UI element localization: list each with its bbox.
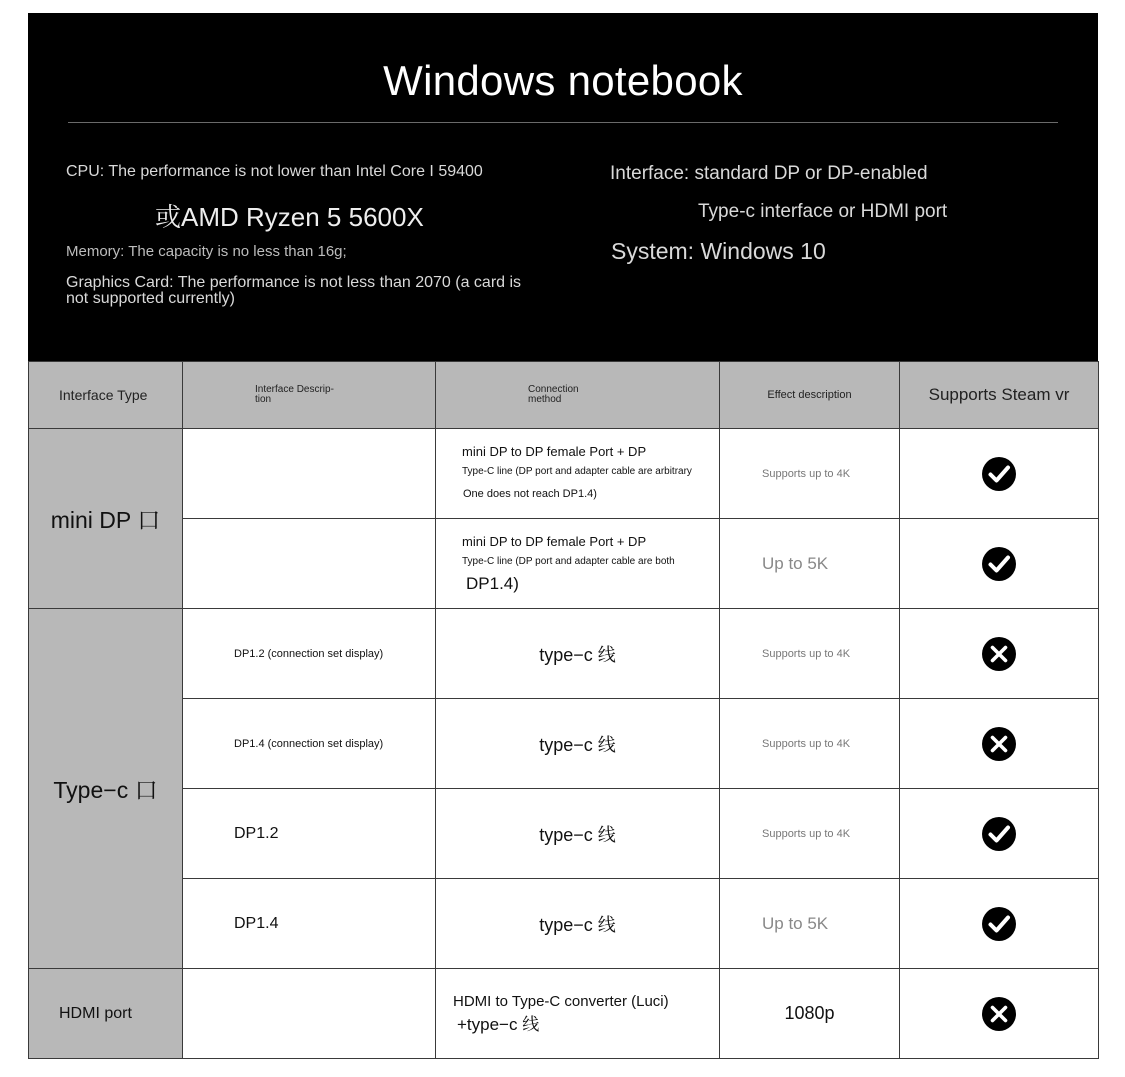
x-circle-icon [981,726,1017,762]
check-circle-icon [981,816,1017,852]
row-connection [436,969,720,1059]
cpu-alternative: 或AMD Ryzen 5 5600X [155,202,424,232]
group-type-c: Type−c 口 [29,609,183,969]
row-description: DP1.4 (connection set display) [183,699,436,789]
check-circle-icon [981,906,1017,942]
table-row [29,429,1099,519]
row-connection [436,429,720,519]
x-circle-icon [981,996,1017,1032]
interface-table [28,361,1099,1059]
table-row [29,789,1099,879]
row-description [183,519,436,609]
column-header-connection-line2: method [528,394,562,405]
row-effect: Supports up to 4K [720,429,900,519]
row-connection-line1: mini DP to DP female Port + DP [462,443,647,459]
row-connection [436,519,720,609]
row-steam-vr [900,519,1099,609]
row-connection-line3: DP1.4) [466,573,519,593]
check-circle-icon [981,456,1017,492]
column-header-effect: Effect description [720,362,900,429]
column-header-description-line2: tion [255,394,272,405]
row-connection: type−c 线 [436,879,720,969]
row-description [183,429,436,519]
row-effect: 1080p [720,969,900,1059]
row-effect: Supports up to 4K [720,789,900,879]
table-row [29,969,1099,1059]
group-mini-dp: mini DP 口 [29,429,183,609]
column-header-connection-line1: Connection [528,384,579,395]
system-requirement: System: Windows 10 [611,238,826,264]
column-header-description [183,362,436,429]
row-steam-vr [900,969,1099,1059]
table-row [29,879,1099,969]
group-hdmi: HDMI port [29,969,183,1059]
row-connection-line1: mini DP to DP female Port + DP [462,533,647,549]
cpu-requirement: CPU: The performance is not lower than Intel Core I 59400 [66,163,483,180]
row-effect: Up to 5K [720,879,900,969]
row-description: DP1.2 [183,789,436,879]
row-description: DP1.4 [183,879,436,969]
check-circle-icon [981,546,1017,582]
row-connection-line2: +type−c 线 [457,1014,540,1034]
column-header-interface-type: Interface Type [29,362,183,429]
table-row [29,609,1099,699]
row-connection-line2: Type-C line (DP port and adapter cable are both [462,555,675,567]
row-connection: type−c 线 [436,609,720,699]
row-effect: Supports up to 4K [720,699,900,789]
row-connection-line3: One does not reach DP1.4) [463,487,597,500]
table-header-row [29,362,1099,429]
row-steam-vr [900,699,1099,789]
row-steam-vr [900,789,1099,879]
interface-requirement: Interface: standard DP or DP-enabled [610,163,928,184]
column-header-description-line1: Interface Descrip- [255,384,334,395]
row-steam-vr [900,429,1099,519]
row-effect: Supports up to 4K [720,609,900,699]
row-description [183,969,436,1059]
row-steam-vr [900,879,1099,969]
row-connection-line1: HDMI to Type-C converter (Luci) [453,992,669,1010]
column-header-steam-vr: Supports Steam vr [900,362,1099,429]
title-divider [68,122,1058,123]
requirements-panel [28,13,1098,361]
table-row [29,519,1099,609]
graphics-requirement: Graphics Card: The performance is not less than 2070 (a card is not supported currently) [66,274,522,307]
table-row [29,699,1099,789]
row-description: DP1.2 (connection set display) [183,609,436,699]
memory-requirement: Memory: The capacity is no less than 16g; [66,243,347,260]
row-connection-line2: Type-C line (DP port and adapter cable are arbitrary [462,465,692,477]
row-connection: type−c 线 [436,699,720,789]
column-header-connection [436,362,720,429]
row-connection: type−c 线 [436,789,720,879]
page-title: Windows notebook [383,57,743,104]
row-effect: Up to 5K [720,519,900,609]
row-steam-vr [900,609,1099,699]
x-circle-icon [981,636,1017,672]
interface-requirement-cont: Type-c interface or HDMI port [698,201,948,222]
